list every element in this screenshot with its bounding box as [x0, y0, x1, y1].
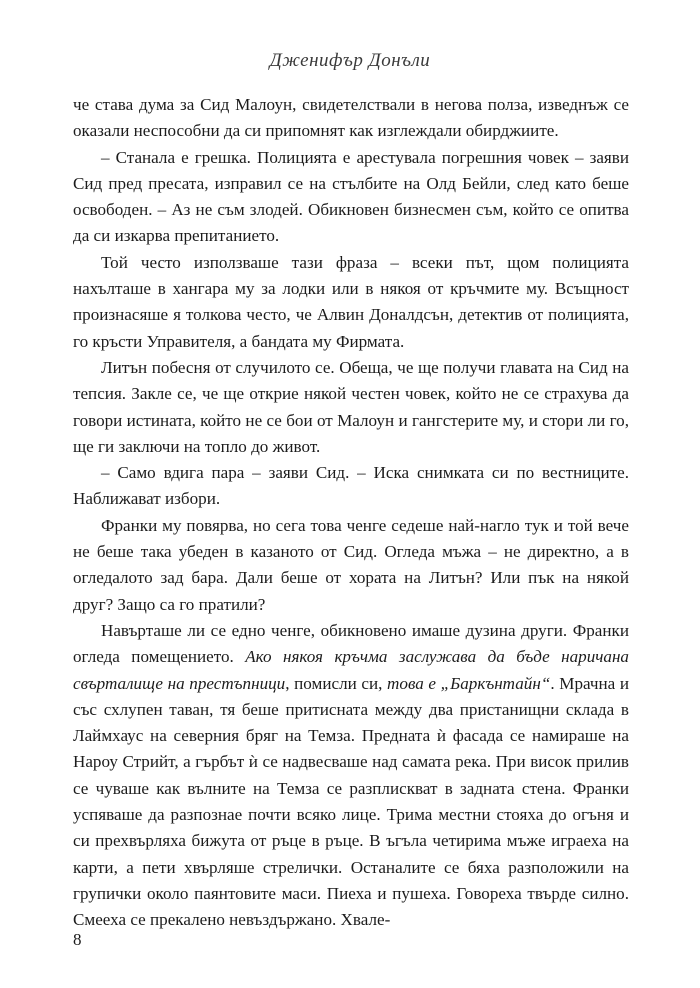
text-run: . Мрачна и със схлупен таван, тя беше притисната между два пристанищни склада в Лаймхаус на северния бряг на Темза. Предната ѝ фасада се намираше на Нароу Стрийт, а гърбът ѝ се надвесваше над самата река. При висок прилив се чуваше как вълните на Темза се разплискват в задната стена. Франки успяваше да разпознае почти всяко лице. Трима местни стояха до огъня и си прехвърляха бижута от ръце в ръце. В ъгъла четирима мъже играеха на карти, а пети хвърляше стрелички. Останалите се бяха разположили на групички около паянтовите маси. Пиеха и пушеха. Говореха твърде силно. Смееха се прекалено невъздържано. Хвале- [73, 673, 630, 930]
paragraph-4 [73, 355, 629, 460]
body-text [73, 92, 629, 934]
paragraph-6 [73, 513, 629, 618]
text-run: – Само вдига пара – заяви Сид. – Иска снимката си по вестниците. Наближават избори. [73, 463, 629, 509]
paragraph-3 [73, 250, 629, 355]
page-number: 8 [73, 930, 82, 949]
paragraph-7 [73, 618, 629, 934]
italic-run: Ако някоя кръчма заслужава да бъде наричана свърталище на престъпници [73, 647, 629, 693]
paragraph-1 [73, 92, 629, 145]
italic-run: това е „Баркънтайн“ [387, 673, 551, 693]
text-run: Той често използваше тази фраза – всеки път, щом полицията нахълташе в хангара му за лодки или в някоя от кръчмите му. Всъщност произнасяше я толкова често, че Алвин Доналдсън, детектив от полицията, го кръсти Управителя, а бандата му Фирмата. [73, 252, 629, 351]
text-run: , помисли си, [285, 673, 388, 693]
running-head: Дженифър Донъли [269, 50, 431, 71]
paragraph-5 [73, 460, 629, 513]
text-run: Навърташе ли се едно ченге, обикновено имаше дузина други. Франки огледа помещението. [73, 620, 629, 667]
text-run: – Станала е грешка. Полицията е арестувала погрешния човек – заяви Сид пред пресата, изправил се на стълбите на Олд Бейли, след като беше освободен. – Аз не съм злодей. Обикновен бизнесмен съм, който се опитва да си изкарва препитанието. [73, 147, 629, 246]
text-run: Литън побесня от случилото се. Обеща, че ще получи главата на Сид на тепсия. Закле се, че ще открие някой честен човек, който не се страхува да говори истината, който не се бои от Малоун и гангстерите му, и стори ли го, ще ги заключи на топло до живот. [73, 357, 629, 456]
paragraph-2 [73, 145, 629, 250]
text-run: че става дума за Сид Малоун, свидетелствали в негова полза, изведнъж се оказали неспособни да си припомнят как изглеждали обирджиите. [73, 95, 629, 141]
text-run: Франки му повярва, но сега това ченге седеше най-нагло тук и той вече не беше така убеден в казаното от Сид. Огледа мъжа – не директно, а в огледалото зад бара. Дали беше от хората на Литън? Или пък на някой друг? Защо са го пратили? [73, 515, 629, 614]
